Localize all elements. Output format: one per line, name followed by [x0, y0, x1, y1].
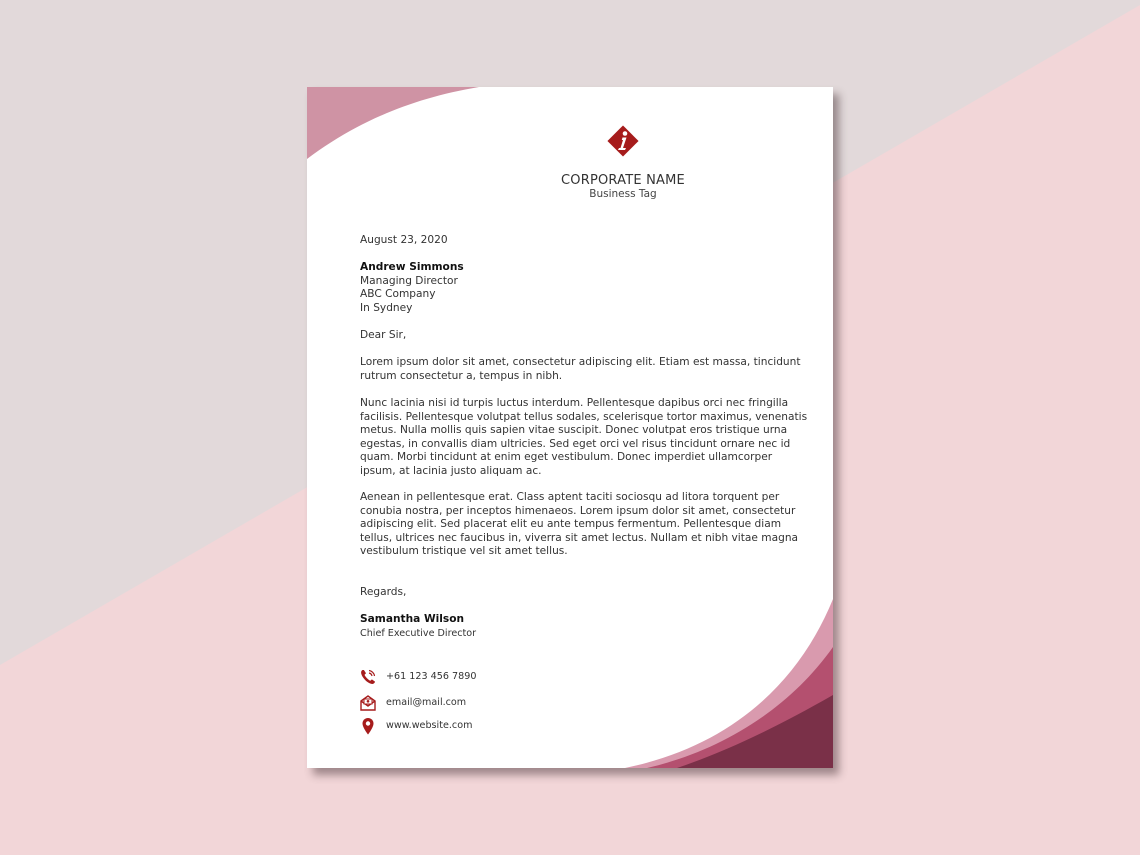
recipient-location: In Sydney: [360, 302, 413, 314]
body-paragraph: [360, 397, 808, 478]
body-paragraph: [360, 491, 800, 559]
business-tag: Business Tag: [589, 188, 657, 200]
paragraph-line: metus. Nulla mollis quis sapien vitae suscipit. Donec volutpat eros tristique urna: [360, 424, 788, 436]
paragraph-line: tellus, ultrices nec faucibus in, viverra sit amet lectus. Nullam et nibh vitae magna: [360, 531, 799, 544]
paragraph-line: vestibulum tristique vel sit amet tellus.: [360, 545, 568, 557]
paragraph-line: Aenean in pellentesque erat. Class aptent taciti sociosqu ad litora torquent per: [360, 491, 780, 503]
recipient-name: Andrew Simmons: [360, 261, 464, 273]
phone-icon: [359, 668, 377, 686]
salutation: Dear Sir,: [360, 329, 407, 341]
location-pin-icon: [359, 717, 377, 735]
info-diamond-icon: [605, 123, 641, 159]
paragraph-line: quam. Morbi tincidunt at enim eget vestibulum. Donec imperdiet ullamcorper: [360, 451, 773, 463]
body-paragraph: [360, 356, 800, 383]
paragraph-line: facilisis. Pellentesque volutpat tellus sodales, scelerisque tortor maximus, venenatis: [360, 410, 808, 423]
sender-name: Samantha Wilson: [360, 613, 465, 625]
contact-email: [359, 694, 559, 712]
paragraph-line: adipiscing elit. Sed placerat elit eu ante tempus fermentum. Pellentesque diam: [360, 518, 782, 530]
paragraph-line: Lorem ipsum dolor sit amet, consectetur adipiscing elit. Etiam est massa, tincidunt: [360, 356, 801, 368]
website-url: www.website.com: [386, 720, 473, 731]
letter-date: August 23, 2020: [360, 234, 448, 246]
contact-phone: [359, 668, 559, 686]
top-left-wave: [307, 87, 479, 159]
company-name: CORPORATE NAME: [561, 173, 685, 188]
email-address: email@mail.com: [386, 697, 467, 708]
sender-title: Chief Executive Director: [360, 628, 477, 639]
paragraph-line: conubia nostra, per inceptos himenaeos. Lorem ipsum dolor sit amet, consectetur: [360, 504, 796, 517]
paragraph-line: ipsum, at lacinia justo aliquam ac.: [360, 464, 542, 477]
recipient-company: ABC Company: [360, 288, 436, 300]
letterhead-page: [307, 87, 833, 768]
paragraph-line: rutrum consectetur a, tempus in nibh.: [360, 369, 563, 382]
paragraph-line: Nunc lacinia nisi id turpis luctus interdum. Pellentesque dapibus orci nec fringilla: [360, 397, 789, 409]
recipient-title: Managing Director: [360, 275, 458, 287]
phone-number: +61 123 456 7890: [386, 671, 477, 682]
paragraph-line: egestas, in convallis diam ultricies. Sed eget orci vel risus tincidunt ornare nec id: [360, 437, 791, 450]
closing: Regards,: [360, 586, 407, 598]
contact-website: [359, 717, 559, 735]
email-icon: [359, 694, 377, 712]
